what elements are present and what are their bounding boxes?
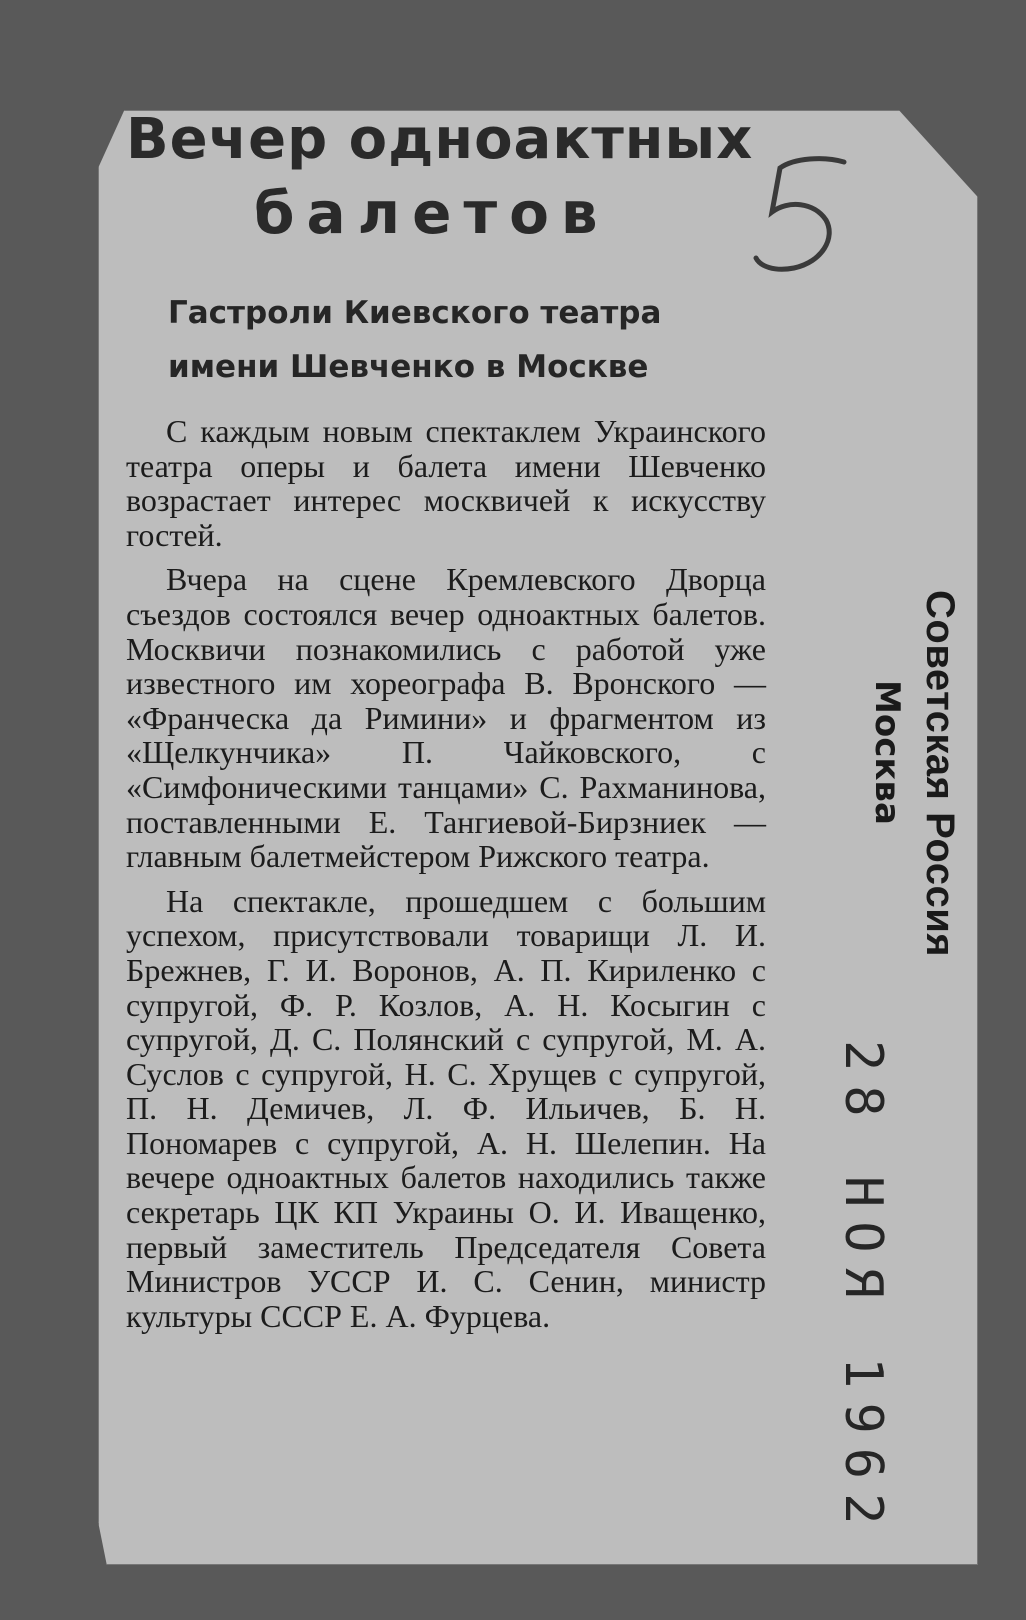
paragraph-1: С каждым новым спектаклем Украинского театра оперы и балета имени Шевченко возрастает интерес москвичей к искусству гостей. bbox=[126, 413, 766, 553]
headline bbox=[126, 107, 766, 247]
date-stamp: 28 НОЯ 1962 bbox=[833, 1040, 893, 1539]
headline-line-1: Вечер одноактных bbox=[126, 107, 754, 172]
subheadline-line-2: имени Шевченко в Москве bbox=[168, 349, 649, 385]
subheadline-line-1: Гастроли Киевского театра bbox=[168, 295, 662, 331]
city-name: Москва bbox=[867, 680, 907, 825]
source-label bbox=[812, 590, 1012, 958]
article bbox=[126, 107, 766, 1343]
paragraph-2: Вчера на сцене Кремлевского Дворца съездов состоялся вечер одноактных балетов. Москвичи познакомились с работой уже известного им хореографа В. Вронского — «Франческа да Римини» и фрагментом из «Щелкунчика» П. Чайковского, с «Симфоническими танцами» С. Рахманинова, поставленными Е. Тангиевой-Бирзниек —главным балетмейстером Рижского театра. bbox=[126, 561, 766, 875]
headline-line-2: балетов bbox=[254, 179, 610, 247]
article-body bbox=[126, 414, 766, 1333]
handwritten-number bbox=[744, 140, 864, 280]
newspaper-name: Советская Россия bbox=[918, 590, 962, 958]
handwritten-five-mark bbox=[744, 140, 864, 280]
paragraph-3: На спектакле, прошедшем с большим успехом, присутствовали товарищи Л. И. Брежнев, Г. И. Воронов, А. П. Кириленко с супругой, Ф. Р. Козлов, А. Н. Косыгин с супругой, Д. С. Полянский с супругой, М. А. Суслов с супругой, Н. С. Хрущев с супругой, П. Н. Демичев, Л. Ф. Ильичев, Б. Н. Пономарев с супругой, А. Н. Шелепин. На вечере одноактных балетов находились также секретарь ЦК КП Украины О. И. Иващенко, первый заместитель Председателя Совета Министров УССР И. С. Сенин, министр культуры СССР Е. А. Фурцева. bbox=[126, 882, 766, 1334]
subheadline bbox=[168, 286, 766, 394]
